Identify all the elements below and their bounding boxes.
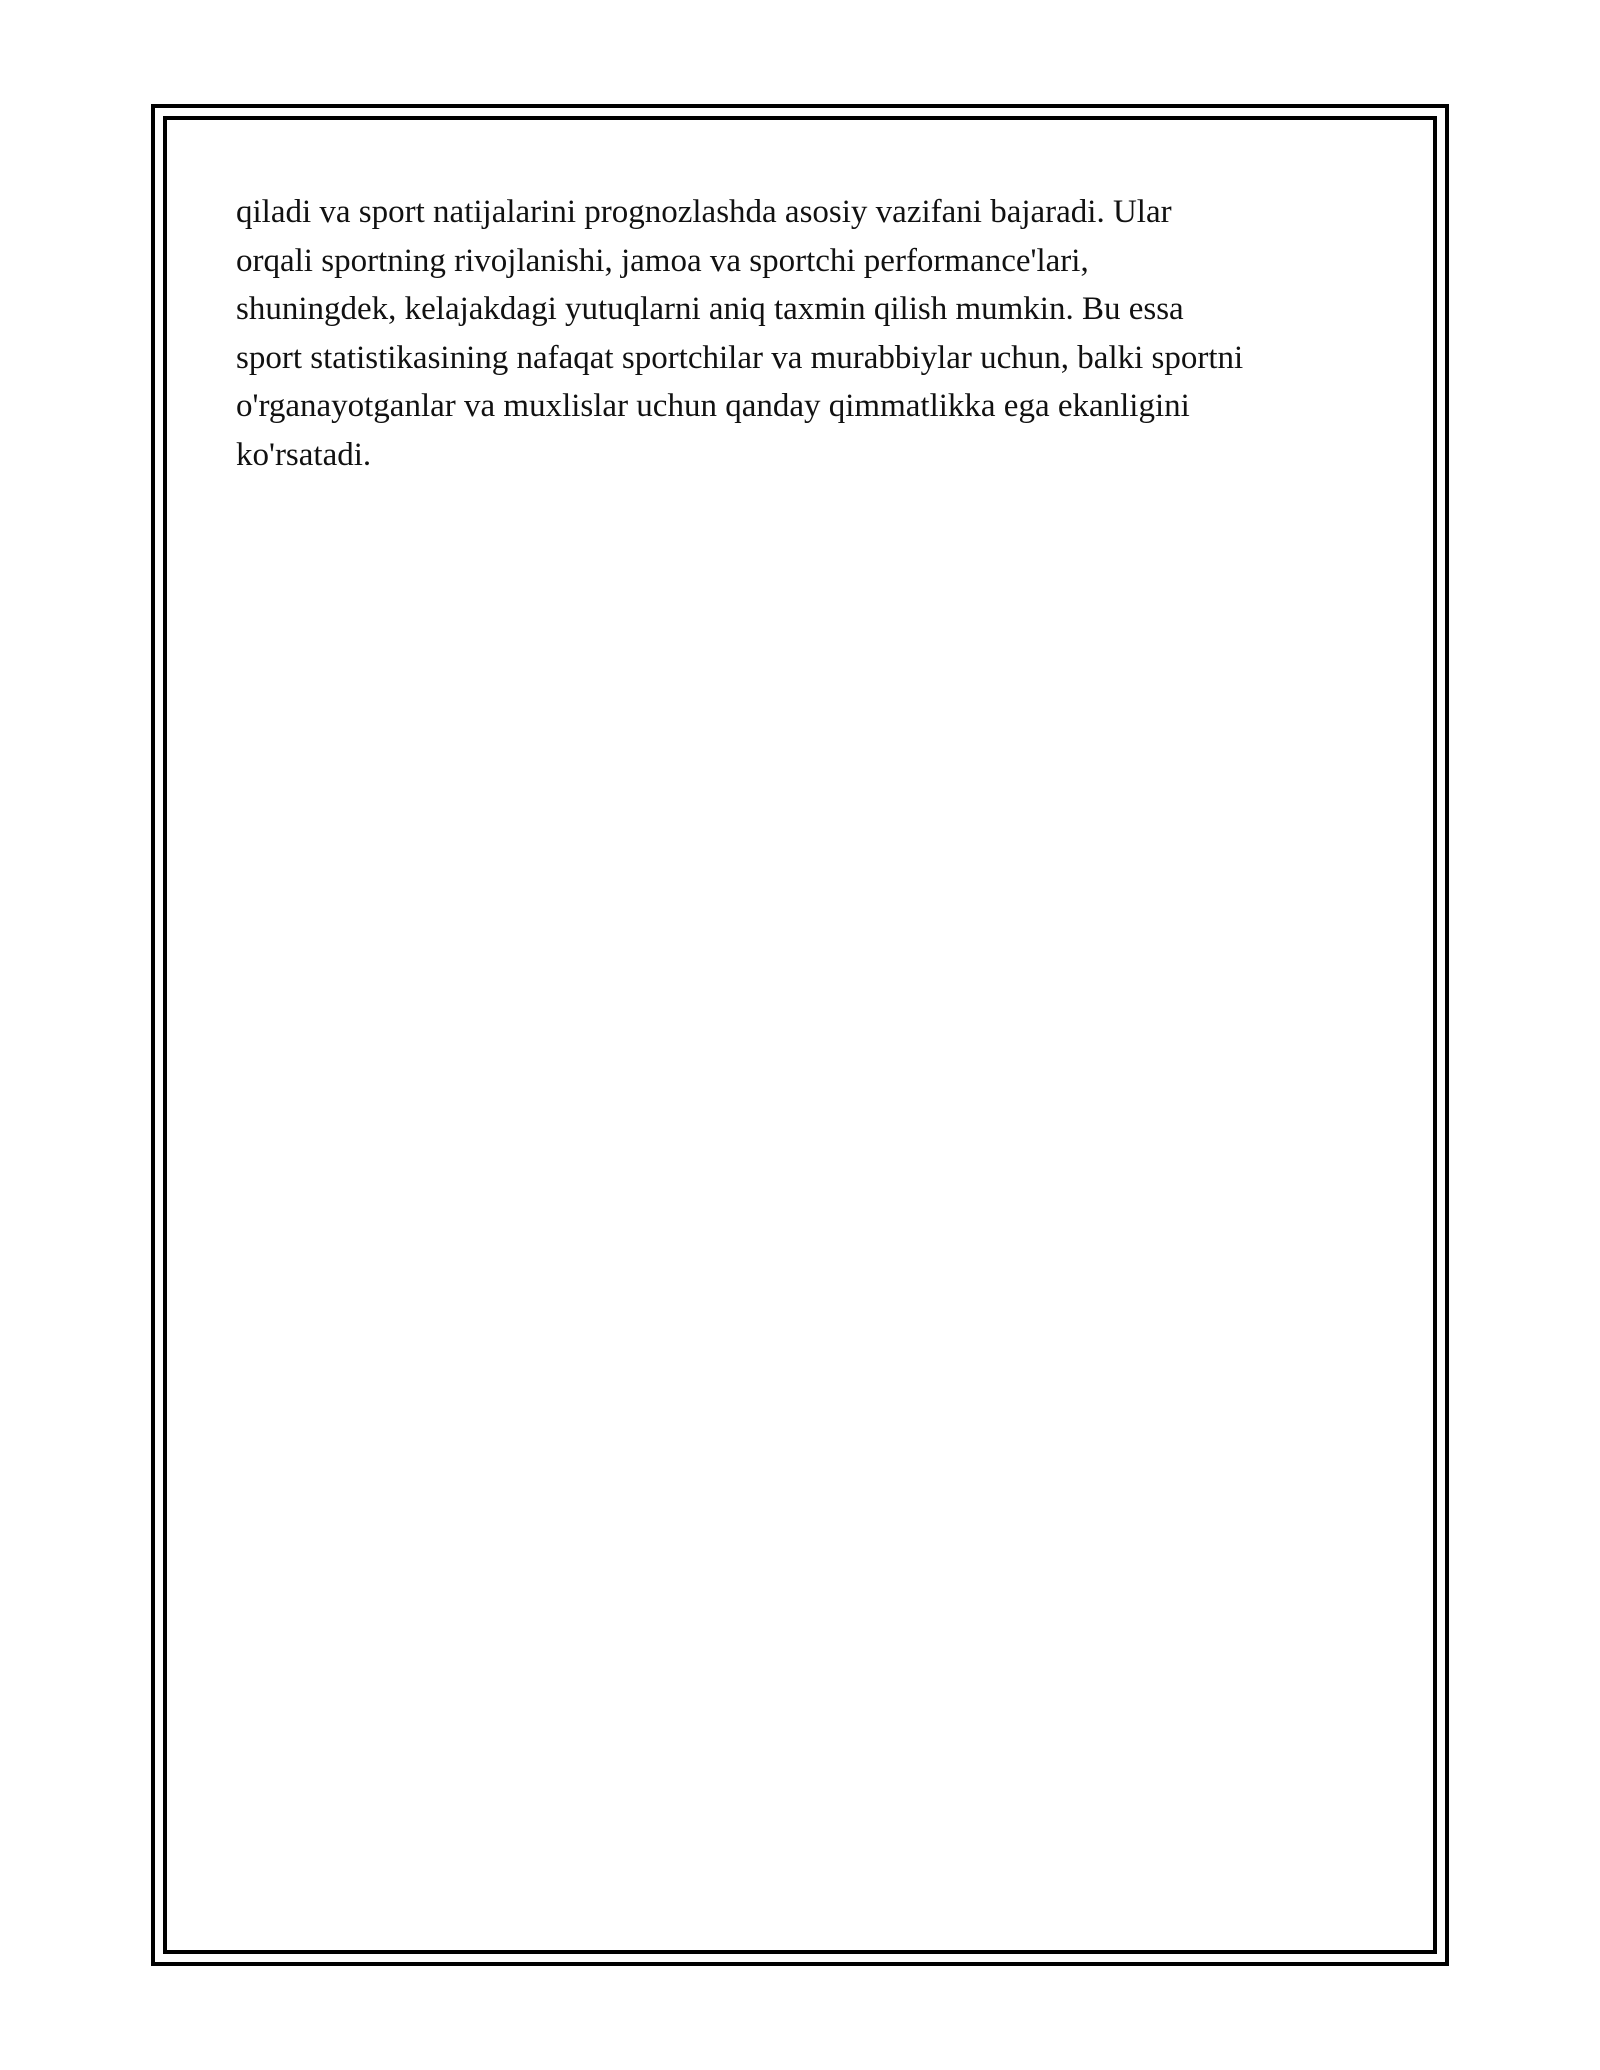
paragraph-line: ko'rsatadi. <box>236 436 372 473</box>
paragraph-line: orqali sportning rivojlanishi, jamoa va sportchi performance'lari, <box>236 242 1089 279</box>
body-paragraph <box>236 188 1376 480</box>
paragraph-line: qiladi va sport natijalarini prognozlashda asosiy vazifani bajaradi. Ular <box>236 194 1172 230</box>
paragraph-line: o'rganayotganlar va muxlislar uchun qanday qimmatlikka ega ekanligini <box>236 388 1190 425</box>
paragraph-line: sport statistikasining nafaqat sportchilar va murabbiylar uchun, balki sportni <box>236 339 1244 376</box>
paragraph-line: shuningdek, kelajakdagi yutuqlarni aniq taxmin qilish mumkin. Bu essa <box>236 291 1184 328</box>
